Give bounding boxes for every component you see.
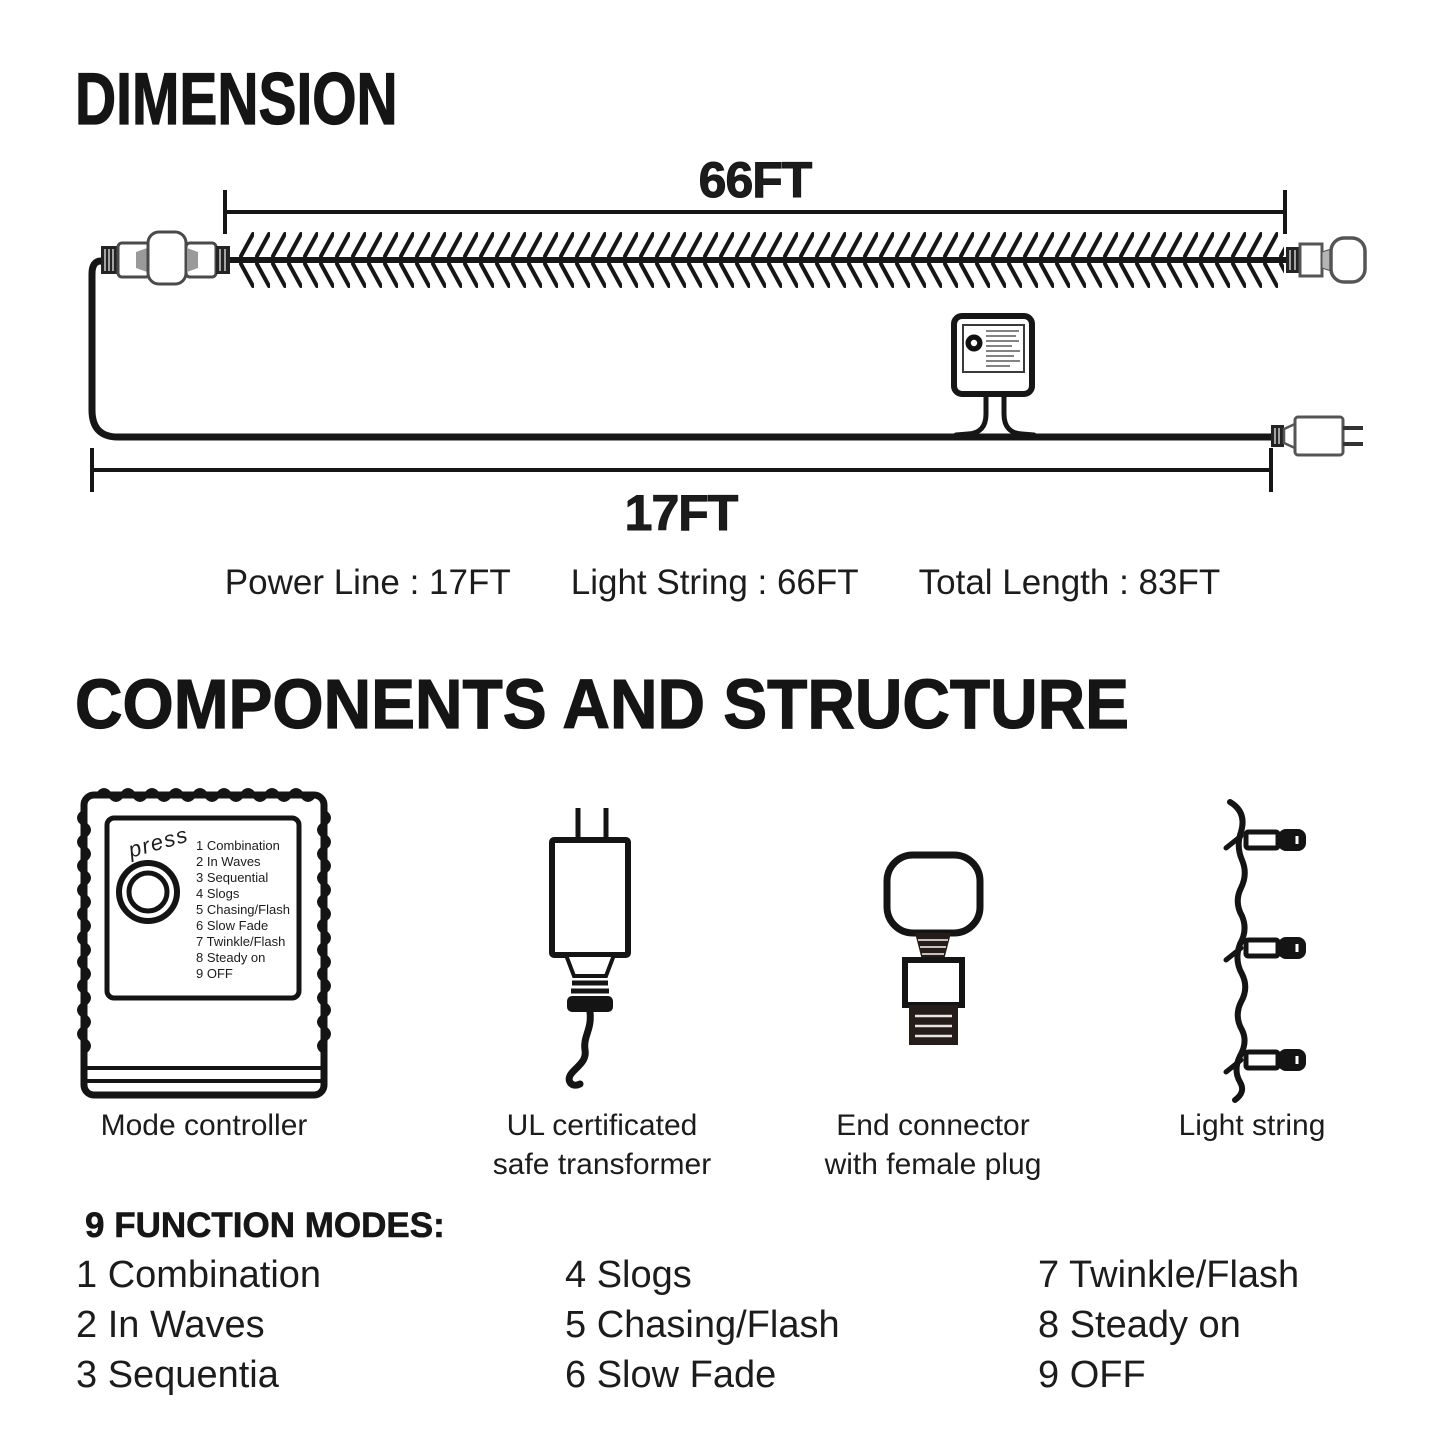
function-mode-item: 1 Combination — [76, 1254, 322, 1296]
end-connector-label-line1: End connector — [836, 1109, 1030, 1142]
connector-coupling-illustration — [101, 232, 230, 284]
mode-controller-label: Mode controller — [100, 1109, 308, 1142]
transformer-label — [493, 1106, 711, 1184]
controller-mode-item: 5 Chasing/Flash — [196, 902, 290, 917]
function-mode-item: 6 Slow Fade — [565, 1354, 777, 1396]
end-connector-illustration — [887, 855, 980, 1045]
inline-mode-controller-illustration — [954, 316, 1034, 435]
spec-power-line: Power Line : 17FT — [224, 563, 511, 602]
controller-mode-item: 3 Sequential — [196, 870, 269, 885]
function-mode-item: 5 Chasing/Flash — [565, 1304, 840, 1346]
dimension-diagram — [0, 0, 1445, 620]
light-string-wire — [227, 232, 1292, 288]
transformer-label-line1: UL certificated — [506, 1109, 698, 1142]
light-string-label: Light string — [1178, 1109, 1326, 1142]
end-connector-label — [825, 1106, 1042, 1184]
dimension-spec-row — [0, 563, 1445, 603]
spec-total-length: Total Length : 83FT — [918, 563, 1221, 602]
function-modes-heading: 9 FUNCTION MODES: — [85, 1206, 445, 1245]
length-17ft-label: 17FT — [624, 485, 738, 541]
function-modes-column-1 — [76, 1250, 321, 1400]
light-string-illustration — [1226, 802, 1306, 1100]
spec-light-string: Light String : 66FT — [570, 563, 859, 602]
controller-mode-item: 4 Slogs — [196, 886, 240, 901]
function-modes-column-2 — [565, 1250, 840, 1400]
length-66ft-label: 66FT — [698, 152, 812, 208]
function-mode-item: 4 Slogs — [565, 1254, 692, 1296]
string-bulb — [1246, 829, 1306, 851]
dimension-heading: DIMENSION — [75, 59, 398, 140]
function-mode-item: 2 In Waves — [76, 1304, 265, 1346]
function-mode-item: 7 Twinkle/Flash — [1038, 1254, 1300, 1296]
function-mode-item: 9 OFF — [1038, 1354, 1146, 1396]
controller-mode-item: 1 Combination — [196, 838, 280, 853]
end-bulb-illustration — [1286, 238, 1365, 282]
function-mode-item: 8 Steady on — [1038, 1304, 1241, 1346]
controller-mode-item: 6 Slow Fade — [196, 918, 269, 933]
string-bulb — [1246, 1049, 1306, 1071]
components-diagram — [0, 780, 1445, 1110]
string-bulb — [1246, 937, 1306, 959]
power-plug-illustration — [1271, 417, 1363, 455]
transformer-label-line2: safe transformer — [492, 1148, 712, 1181]
function-mode-item: 3 Sequentia — [76, 1354, 279, 1396]
controller-mode-item: 8 Steady on — [196, 950, 266, 965]
controller-mode-item: 2 In Waves — [196, 854, 261, 869]
mode-controller-illustration — [80, 791, 329, 1096]
components-heading: COMPONENTS AND STRUCTURE — [75, 665, 1130, 743]
controller-mode-item: 7 Twinkle/Flash — [196, 934, 286, 949]
press-label: press — [125, 821, 192, 863]
transformer-illustration — [552, 808, 628, 1085]
end-connector-label-line2: with female plug — [824, 1148, 1042, 1181]
function-modes-column-3 — [1038, 1250, 1299, 1400]
controller-mode-item: 9 OFF — [196, 966, 233, 981]
